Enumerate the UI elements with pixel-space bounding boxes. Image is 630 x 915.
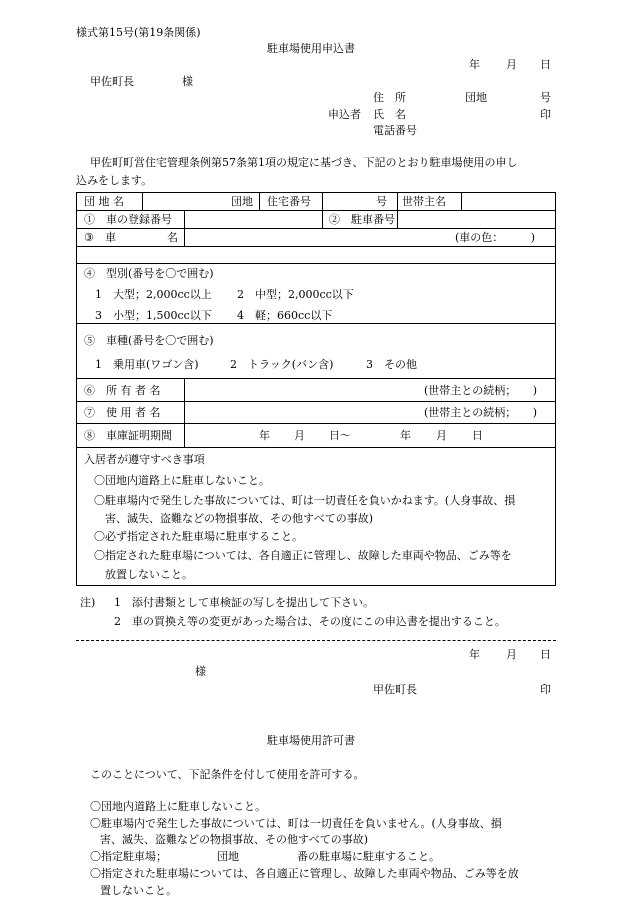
kind-option-3[interactable]: 3 その他 <box>366 358 417 371</box>
type-option-2[interactable]: 2 中型；2,000cc以下 <box>237 288 354 301</box>
type-option-4[interactable]: 4 軽；660cc以下 <box>237 309 333 322</box>
setainushi-label: 世帯主名 <box>402 195 446 208</box>
parking-number-label: ② 駐車番号 <box>329 213 395 226</box>
address-gou: 号 <box>540 91 551 104</box>
applicant-seal: 印 <box>540 108 551 121</box>
gou-suffix: 号 <box>376 195 387 208</box>
page-title: 駐車場使用申込書 <box>267 42 355 55</box>
type-option-1[interactable]: 1 大型；2,000cc以上 <box>95 288 212 301</box>
garage-cert-label: ⑧ 車庫証明期間 <box>84 429 172 442</box>
name-label: 氏 名 <box>373 108 406 121</box>
danchi-suffix: 団地 <box>231 195 253 208</box>
date-day: 日 <box>540 58 551 71</box>
permit-issuer: 甲佐町長 <box>373 683 417 696</box>
intro-line-1: 甲佐町町営住宅管理条例第57条第1項の規定に基づき、下記のとおり駐車場使用の申し <box>90 156 518 169</box>
applicant-label: 申込者 <box>328 108 361 121</box>
permit-seal: 印 <box>540 683 551 696</box>
permit-condition-4-line-1: 〇指定された駐車場については、各自適正に管理し、故障した車両や物品、ごみ等を放 <box>90 867 519 880</box>
permit-date-year: 年 <box>469 648 480 661</box>
period-start-year: 年 <box>259 429 270 442</box>
addressee-sama: 様 <box>182 75 193 88</box>
permit-date-month: 月 <box>506 648 517 661</box>
period-start-month: 月 <box>294 429 305 442</box>
car-name-label-b: 名 <box>167 231 178 244</box>
address-label: 住 所 <box>373 91 406 104</box>
permit-intro: このことについて、下記条件を付して使用を許可する。 <box>90 768 365 781</box>
rule-2-line-2: 害、滅失、盗難などの物損事故、その他すべての事故) <box>105 512 374 525</box>
date-year: 年 <box>469 58 480 71</box>
owner-relationship: (世帯主との続柄； ) <box>424 384 538 397</box>
permit-date-day: 日 <box>540 648 551 661</box>
permit-condition-4-line-2: 置しないこと。 <box>100 884 177 897</box>
kind-option-1[interactable]: 1 乗用車(ワゴン含) <box>95 358 199 371</box>
car-name-number: ③ <box>84 231 94 244</box>
rule-2-line-1: 〇駐車場内で発生した事故については、町は一切責任を負いかねます。(人身事故、損 <box>94 494 516 507</box>
period-end-month: 月 <box>436 429 447 442</box>
permit-title: 駐車場使用許可書 <box>267 734 355 747</box>
intro-line-2: 込みをします。 <box>76 174 153 187</box>
car-name-label-a: 車 <box>105 231 116 244</box>
application-table <box>76 192 556 586</box>
kind-header: ⑤ 車種(番号を〇で囲む) <box>84 334 214 347</box>
rule-4-line-1: 〇指定された駐車場については、各自適正に管理し、故障した車両や物品、ごみ等を <box>94 549 512 562</box>
owner-label: ⑥ 所 有 者 名 <box>84 384 161 397</box>
rule-4-line-2: 放置しないこと。 <box>105 568 193 581</box>
permit-condition-3-tail: 番の駐車場に駐車すること。 <box>297 850 440 863</box>
notes-label: 注) <box>80 596 96 609</box>
car-registration-label: ① 車の登録番号 <box>84 213 172 226</box>
permit-condition-3-label: 〇指定駐車場； <box>90 850 167 863</box>
car-color-label: (車の色： ) <box>455 231 536 244</box>
kind-option-2[interactable]: 2 トラック(バン含) <box>230 358 334 371</box>
type-header: ④ 型別(番号を〇で囲む) <box>84 267 214 280</box>
note-2: 2 車の買換え等の変更があった場合は、その度にこの申込書を提出すること。 <box>114 615 506 628</box>
danchi-name-label: 団 地 名 <box>84 195 124 208</box>
permit-condition-2-line-2: 害、滅失、盗難などの物損事故、その他すべての事故) <box>100 833 369 846</box>
rule-3: 〇必ず指定された駐車場に駐車すること。 <box>94 530 303 543</box>
period-end-day: 日 <box>472 429 483 442</box>
cut-line <box>76 640 556 641</box>
permit-condition-1: 〇団地内道路上に駐車しないこと。 <box>90 800 266 813</box>
jutaku-number-label: 住宅番号 <box>267 195 311 208</box>
rules-title: 入居者が遵守すべき事項 <box>84 453 205 466</box>
permit-condition-2-line-1: 〇駐車場内で発生した事故については、町は一切責任を負いません。(人身事故、損 <box>90 817 502 830</box>
user-label: ⑦ 使 用 者 名 <box>84 406 161 419</box>
date-month: 月 <box>506 58 517 71</box>
addressee: 甲佐町長 <box>90 75 134 88</box>
user-relationship: (世帯主との続柄； ) <box>424 406 538 419</box>
phone-label: 電話番号 <box>373 124 417 137</box>
permit-sama: 様 <box>195 665 206 678</box>
permit-condition-3-danchi: 団地 <box>217 850 239 863</box>
rule-1: 〇団地内道路上に駐車しないこと。 <box>94 474 270 487</box>
type-option-3[interactable]: 3 小型；1,500cc以下 <box>95 309 212 322</box>
form-number: 様式第15号(第19条関係) <box>76 26 201 39</box>
address-danchi: 団地 <box>465 91 487 104</box>
period-end-year: 年 <box>400 429 411 442</box>
setainushi-field[interactable] <box>469 196 551 208</box>
period-start-day: 日〜 <box>329 429 351 442</box>
note-1: 1 添付書類として車検証の写しを提出して下さい。 <box>114 596 374 609</box>
